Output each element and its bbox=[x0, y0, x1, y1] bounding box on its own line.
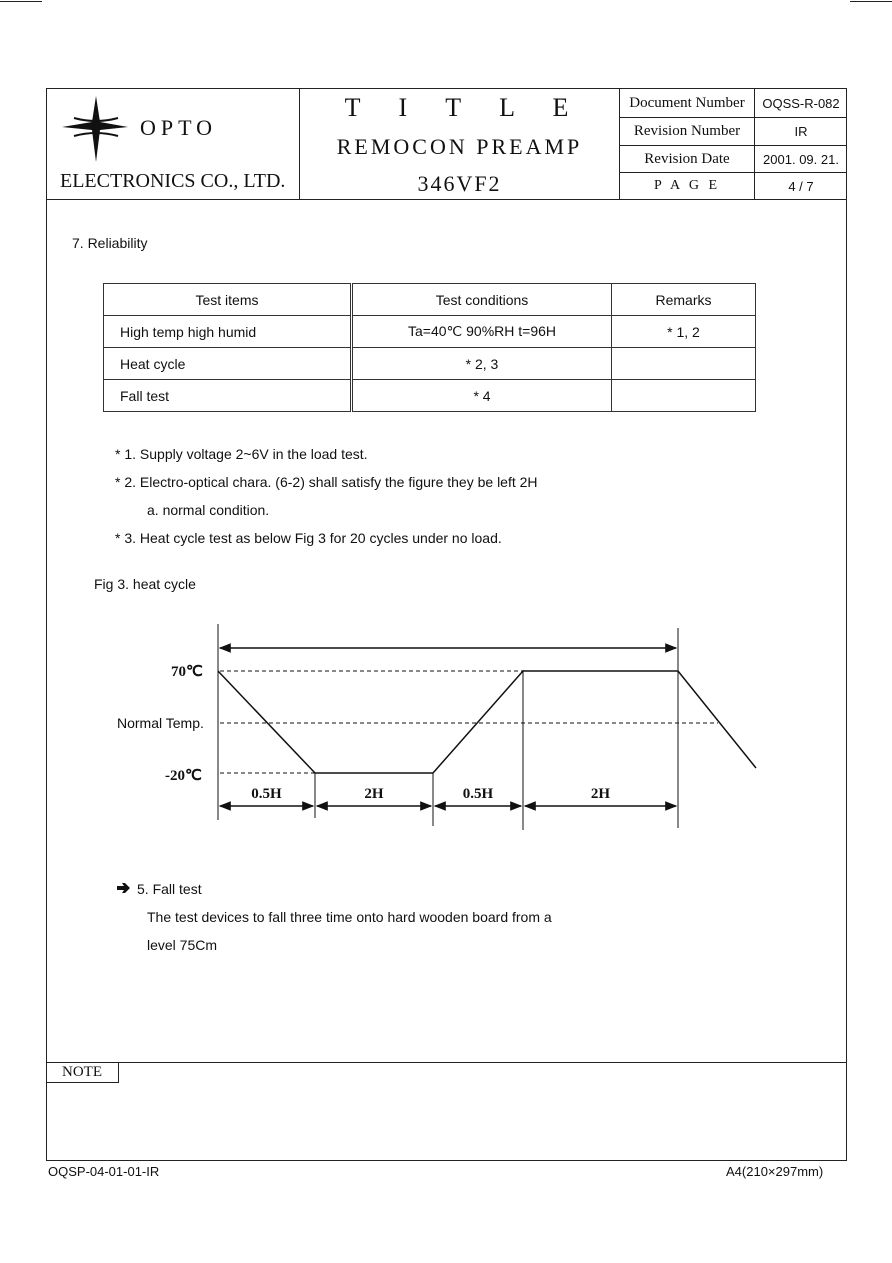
document-number-label: Document Number bbox=[629, 94, 745, 111]
section-heading: 7. Reliability bbox=[72, 235, 148, 251]
footer-paper-size: A4(210×297mm) bbox=[726, 1164, 824, 1179]
note-1: * 1. Supply voltage 2~6V in the load test. bbox=[115, 446, 368, 462]
title-label: T I T L E bbox=[344, 93, 575, 122]
table-header-cell: Test items bbox=[104, 284, 352, 316]
figure-caption: Fig 3. heat cycle bbox=[94, 576, 196, 592]
fall-test-line-2: level 75Cm bbox=[147, 937, 218, 953]
pointing-hand-icon bbox=[116, 881, 132, 895]
normal-temp-label: Normal Temp. bbox=[117, 715, 204, 731]
duration-label-4: 2H bbox=[590, 785, 611, 802]
table-cell: Heat cycle bbox=[104, 348, 352, 380]
note-3: * 3. Heat cycle test as below Fig 3 for 20 cycles under no load. bbox=[115, 530, 502, 546]
logo-text: OPTO bbox=[140, 115, 218, 140]
note-box-label: NOTE bbox=[46, 1062, 119, 1083]
document-number-value: OQSS-R-082 bbox=[762, 95, 840, 111]
high-temp-label: 70℃ bbox=[171, 664, 203, 680]
page-label: P A G E bbox=[654, 178, 720, 193]
revision-date-label: Revision Date bbox=[644, 150, 730, 167]
table-header-cell: Remarks bbox=[612, 284, 756, 316]
title-line-2: 346VF2 bbox=[417, 171, 502, 196]
note-2-continuation: a. normal condition. bbox=[147, 502, 270, 518]
company-name: ELECTRONICS CO., LTD. bbox=[60, 170, 286, 192]
duration-label-1: 0.5H bbox=[251, 785, 282, 802]
table-header-cell: Test conditions bbox=[352, 284, 612, 316]
table-cell: Ta=40℃ 90%RH t=96H bbox=[352, 316, 612, 348]
temperature-profile bbox=[218, 671, 756, 773]
footer-form-code: OQSP-04-01-01-IR bbox=[48, 1164, 160, 1179]
page-value: 4 / 7 bbox=[788, 178, 814, 194]
table-cell: Fall test bbox=[104, 380, 352, 412]
table-cell: * 4 bbox=[352, 380, 612, 412]
fall-test-heading: 5. Fall test bbox=[137, 881, 202, 897]
table-cell: * 2, 3 bbox=[352, 348, 612, 380]
low-temp-label: -20℃ bbox=[165, 768, 202, 784]
table-cell: * 1, 2 bbox=[612, 316, 756, 348]
revision-number-label: Revision Number bbox=[633, 123, 741, 139]
fall-test-line-1: The test devices to fall three time onto hard wooden board from a bbox=[147, 909, 552, 925]
duration-label-3: 0.5H bbox=[462, 785, 494, 802]
title-line-1: REMOCON PREAMP bbox=[336, 134, 583, 159]
note-2: * 2. Electro-optical chara. (6-2) shall satisfy the figure they be left 2H bbox=[115, 474, 538, 490]
revision-date-value: 2001. 09. 21. bbox=[763, 151, 839, 167]
table-cell: High temp high humid bbox=[104, 316, 352, 348]
revision-number-value: IR bbox=[794, 124, 808, 139]
note-section-rule bbox=[46, 1062, 847, 1063]
duration-label-2: 2H bbox=[364, 785, 384, 802]
